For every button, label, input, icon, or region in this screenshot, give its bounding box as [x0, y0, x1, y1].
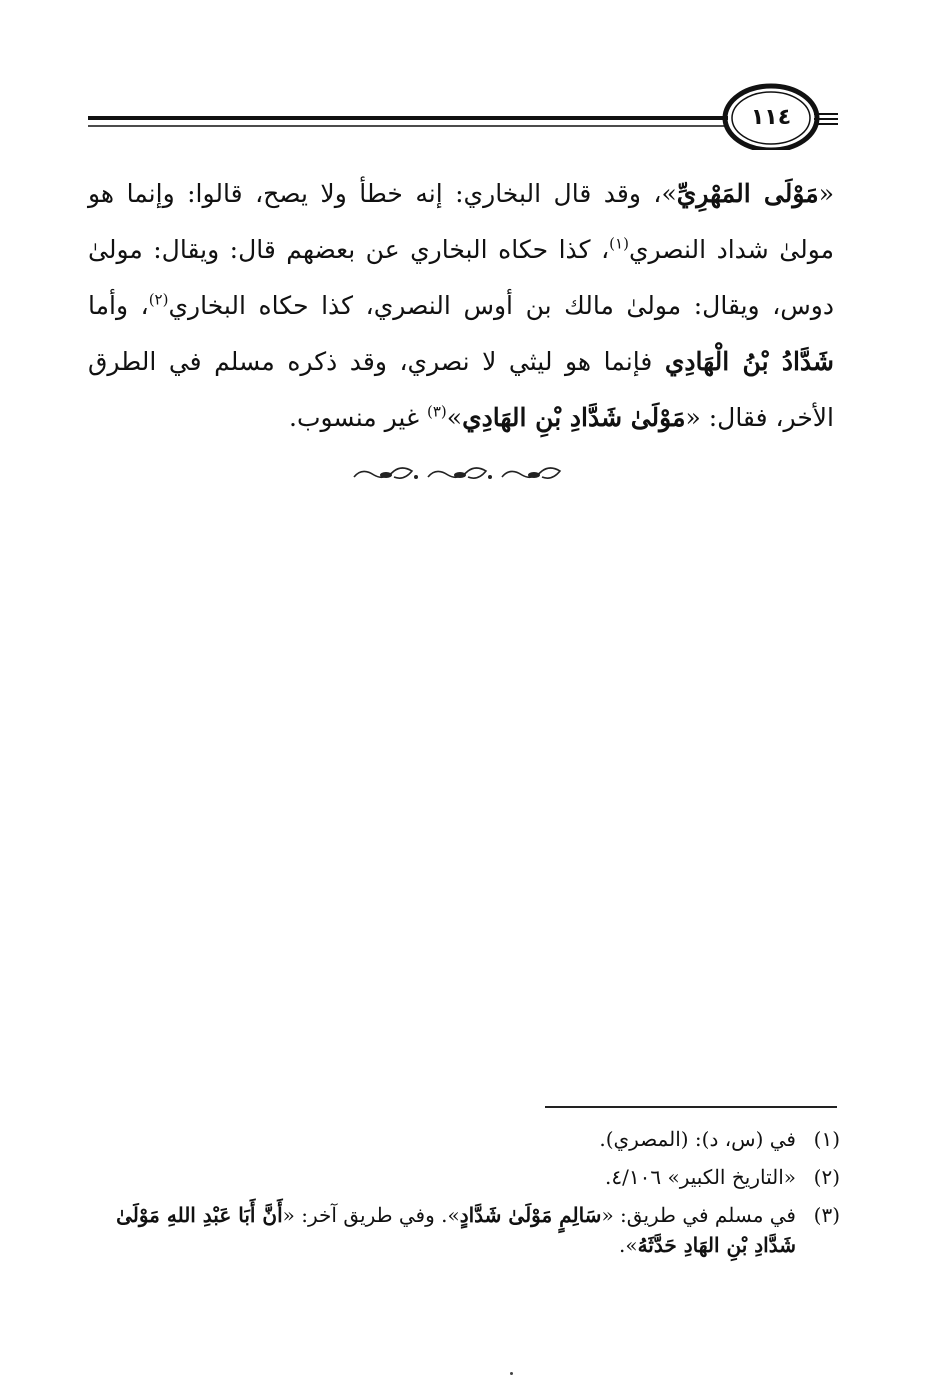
footnotes: [88, 1124, 840, 1268]
footnote-text: في (س، د): (المصري).: [599, 1127, 796, 1151]
footnote-ref: (٣): [426, 402, 447, 421]
main-paragraph: «مَوْلَى المَهْرِيِّ»، وقد قال البخاري: إنه خطأ ولا يصح، قالوا: وإنما هو مولىٰ شداد النصري$^{(١)}$، كذا حكاه البخاري عن بعضهم قال: ويقال: مولىٰ دوس، ويقال: مولىٰ مالك بن أوس النصري، كذا حكاه البخاري$^{(٢)}$، وأما شَدَّادُ بْنُ الْهَادِي فإنما هو ليثي لا نصري، وقد ذكره مسلم في الطرق الأخر، فقال: «مَوْلَىٰ شَدَّادِ بْنِ الهَادِي»$^{(٣)}$ غير منسوب.: [88, 179, 835, 432]
footnote-number: (١): [813, 1127, 840, 1151]
page-number: ١١٤: [750, 105, 792, 130]
name-bold: شَدَّادُ بْنُ الْهَادِي: [664, 347, 834, 376]
quote-bold: مَوْلَى المَهْرِيِّ: [676, 179, 819, 208]
footnote-text: في مسلم في طريق: «سَالِمٍ مَوْلَىٰ شَدَّادٍ». وفي طريق آخر: «أَنَّ أَبَا عَبْدِ اللهِ مَوْلَىٰ شَدَّادِ بْنِ الهَادِ حَدَّثَهُ».: [116, 1203, 796, 1257]
page-header: [0, 0, 952, 150]
scan-speck: [510, 1372, 513, 1375]
quote-bold: مَوْلَىٰ شَدَّادِ بْنِ الهَادِي: [462, 403, 686, 432]
footnote-number: (٢): [813, 1165, 840, 1189]
footnote-text: «التاريخ الكبير» ٤/١٠٦.: [605, 1165, 796, 1189]
footnote-ref: (٢): [148, 290, 169, 309]
footnote-item: [88, 1200, 840, 1260]
footnote-number: (٣): [813, 1203, 840, 1227]
footnote-ref: (١): [609, 234, 629, 253]
footnote-item: [88, 1124, 840, 1154]
footnote-separator: [545, 1106, 837, 1108]
footnote-item: [88, 1162, 840, 1192]
section-divider-ornament: [350, 463, 568, 489]
